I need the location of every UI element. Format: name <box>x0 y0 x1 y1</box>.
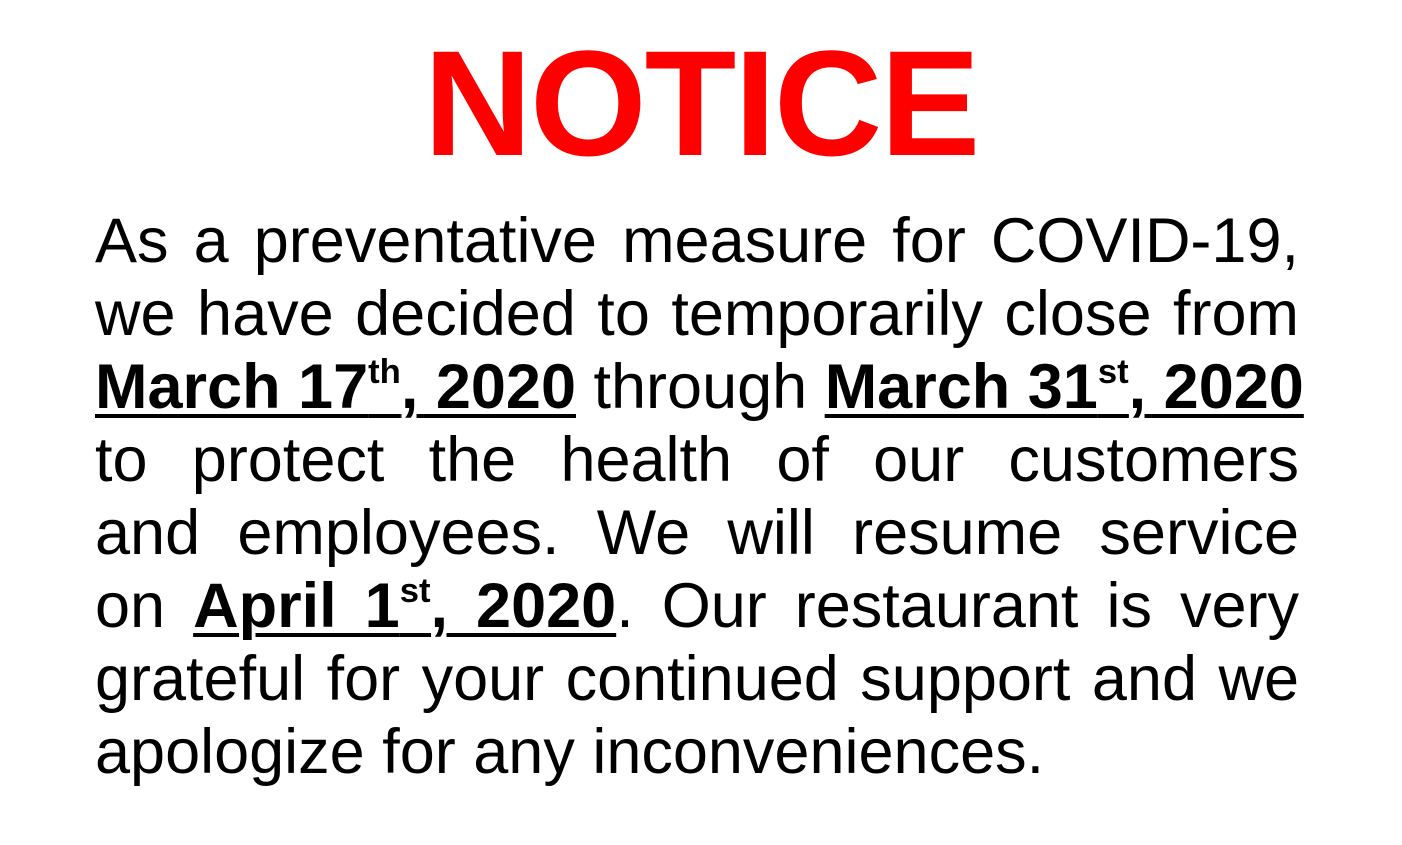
body-line-2: we have decided to temporarily close from <box>95 279 1299 349</box>
body-line-6-rest: . Our restaurant is very <box>616 571 1299 641</box>
notice-title: NOTICE <box>423 19 979 187</box>
body-line-6 <box>95 570 1299 643</box>
closing-end-date-year: , 2020 <box>1128 352 1304 422</box>
notice-body <box>95 205 1304 789</box>
on-prefix: on <box>95 571 194 641</box>
closing-start-date <box>95 352 576 422</box>
body-line-7: grateful for your continued support and we <box>95 644 1299 714</box>
closing-start-date-main: March 17 <box>95 352 369 422</box>
closing-end-date-main: March 31 <box>824 352 1098 422</box>
resume-date-suffix: st <box>399 571 431 610</box>
resume-date-main: April 1 <box>193 571 400 641</box>
closing-end-date-suffix: st <box>1097 352 1129 391</box>
through-text: through <box>576 352 825 422</box>
closing-start-date-year: , 2020 <box>400 352 577 422</box>
resume-date-year: , 2020 <box>430 571 617 641</box>
body-line-1: As a preventative measure for COVID-19, <box>95 206 1299 276</box>
body-line-5: and employees. We will resume service <box>95 498 1299 568</box>
body-line-4: to protect the health of our customers <box>95 425 1299 495</box>
resume-date <box>193 571 616 641</box>
closing-end-date <box>825 352 1304 422</box>
body-line-3 <box>95 351 1304 424</box>
body-line-8: apologize for any inconveniences. <box>95 717 1045 787</box>
closing-start-date-suffix: th <box>368 352 401 391</box>
